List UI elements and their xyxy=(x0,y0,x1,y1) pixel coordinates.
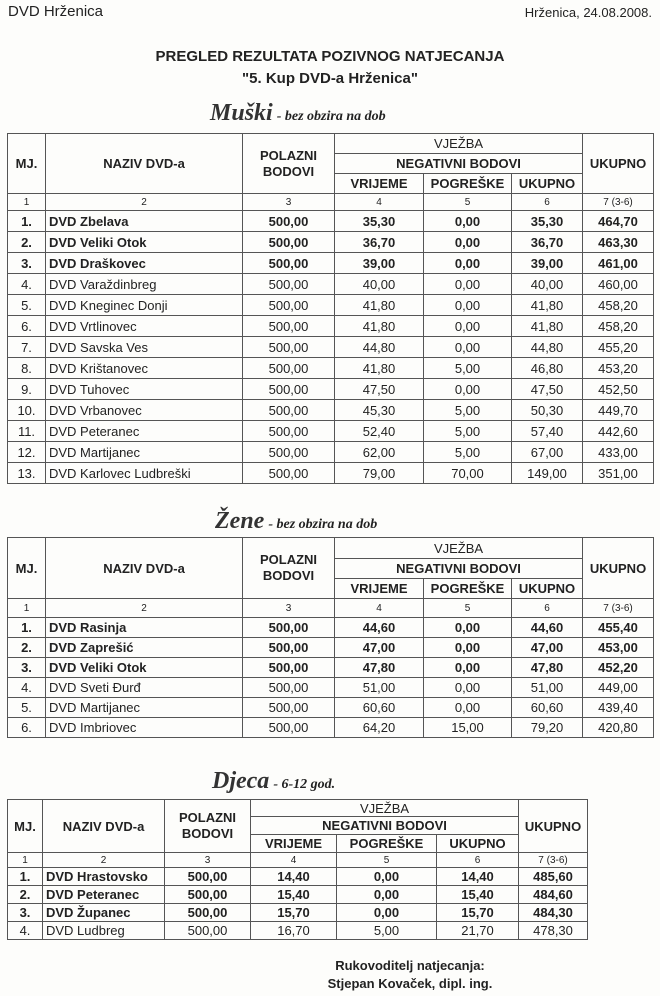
cell-ukupno-neg: 60,60 xyxy=(512,698,583,718)
col-header-vjezba: VJEŽBA xyxy=(335,134,583,154)
cell-naziv: DVD Tuhovec xyxy=(46,379,243,400)
col-header-mj: MJ. xyxy=(8,800,43,853)
cell-vrijeme: 52,40 xyxy=(335,421,424,442)
cell-pogreske: 5,00 xyxy=(424,400,512,421)
cell-ukupno-neg: 67,00 xyxy=(512,442,583,463)
table-row xyxy=(8,658,654,678)
cell-ukupno-neg: 39,00 xyxy=(512,253,583,274)
cell-mj: 2. xyxy=(8,638,46,658)
section-heading-zene xyxy=(215,508,377,535)
column-number: 1 xyxy=(8,194,46,211)
cell-mj: 9. xyxy=(8,379,46,400)
cell-naziv: DVD Ludbreg xyxy=(43,922,165,940)
cell-mj: 1. xyxy=(8,211,46,232)
cell-ukupno-neg: 41,80 xyxy=(512,295,583,316)
section-subtitle: - bez obzira na dob xyxy=(276,109,386,124)
cell-ukupno-neg: 51,00 xyxy=(512,678,583,698)
cell-ukupno: 463,30 xyxy=(583,232,654,253)
cell-ukupno: 485,60 xyxy=(519,868,588,886)
cell-ukupno: 452,20 xyxy=(583,658,654,678)
cell-vrijeme: 40,00 xyxy=(335,274,424,295)
signature-name: Stjepan Kovaček, dipl. ing. xyxy=(327,976,493,991)
col-header-negativni: NEGATIVNI BODOVI xyxy=(335,559,583,579)
column-number: 3 xyxy=(243,599,335,618)
col-header-negativni: NEGATIVNI BODOVI xyxy=(335,154,583,174)
cell-vrijeme: 15,70 xyxy=(251,904,337,922)
col-header-polazni: POLAZNI BODOVI xyxy=(243,538,335,599)
cell-vrijeme: 16,70 xyxy=(251,922,337,940)
cell-naziv: DVD Peteranec xyxy=(46,421,243,442)
cell-ukupno: 449,00 xyxy=(583,678,654,698)
cell-mj: 2. xyxy=(8,886,43,904)
cell-polazni: 500,00 xyxy=(165,886,251,904)
cell-pogreske: 15,00 xyxy=(424,718,512,738)
column-number-row xyxy=(8,599,654,618)
cell-vrijeme: 41,80 xyxy=(335,358,424,379)
cell-pogreske: 5,00 xyxy=(424,358,512,379)
cell-mj: 1. xyxy=(8,868,43,886)
cell-polazni: 500,00 xyxy=(243,274,335,295)
cell-ukupno: 452,50 xyxy=(583,379,654,400)
cell-naziv: DVD Imbriovec xyxy=(46,718,243,738)
cell-ukupno: 455,40 xyxy=(583,618,654,638)
cell-naziv: DVD Vrbanovec xyxy=(46,400,243,421)
cell-pogreske: 0,00 xyxy=(337,868,437,886)
column-number: 7 (3-6) xyxy=(583,599,654,618)
cell-naziv: DVD Varaždinbreg xyxy=(46,274,243,295)
cell-mj: 3. xyxy=(8,253,46,274)
cell-ukupno-neg: 44,80 xyxy=(512,337,583,358)
cell-vrijeme: 35,30 xyxy=(335,211,424,232)
section-subtitle: - bez obzira na dob xyxy=(268,517,378,532)
cell-pogreske: 0,00 xyxy=(424,678,512,698)
cell-pogreske: 0,00 xyxy=(424,337,512,358)
cell-ukupno: 458,20 xyxy=(583,295,654,316)
column-number: 7 (3-6) xyxy=(519,853,588,868)
table-row xyxy=(8,698,654,718)
cell-ukupno-neg: 50,30 xyxy=(512,400,583,421)
cell-naziv: DVD Hrastovsko xyxy=(43,868,165,886)
col-header-pogreske: POGREŠKE xyxy=(424,174,512,194)
cell-mj: 13. xyxy=(8,463,46,484)
cell-pogreske: 0,00 xyxy=(337,904,437,922)
cell-pogreske: 0,00 xyxy=(337,886,437,904)
column-number: 7 (3-6) xyxy=(583,194,654,211)
header-row xyxy=(8,538,654,559)
results-table-djeca xyxy=(7,799,588,940)
cell-polazni: 500,00 xyxy=(165,922,251,940)
cell-vrijeme: 44,60 xyxy=(335,618,424,638)
col-header-ukupno: UKUPNO xyxy=(583,538,654,599)
cell-ukupno: 464,70 xyxy=(583,211,654,232)
document-title: PREGLED REZULTATA POZIVNOG NATJECANJA xyxy=(155,48,505,65)
col-header-vjezba: VJEŽBA xyxy=(335,538,583,559)
cell-polazni: 500,00 xyxy=(243,379,335,400)
table-row xyxy=(8,337,654,358)
cell-polazni: 500,00 xyxy=(243,232,335,253)
col-header-polazni: POLAZNI BODOVI xyxy=(243,134,335,194)
cell-naziv: DVD Županec xyxy=(43,904,165,922)
table-row xyxy=(8,886,588,904)
cell-mj: 3. xyxy=(8,904,43,922)
column-number: 4 xyxy=(335,599,424,618)
col-header-mj: MJ. xyxy=(8,538,46,599)
cell-polazni: 500,00 xyxy=(243,618,335,638)
table-row xyxy=(8,638,654,658)
col-header-ukupno: UKUPNO xyxy=(583,134,654,194)
cell-naziv: DVD Savska Ves xyxy=(46,337,243,358)
column-number: 1 xyxy=(8,599,46,618)
cell-ukupno-neg: 15,40 xyxy=(437,886,519,904)
cell-naziv: DVD Veliki Otok xyxy=(46,232,243,253)
section-title: Djeca xyxy=(212,768,270,794)
cell-pogreske: 0,00 xyxy=(424,295,512,316)
table-row xyxy=(8,442,654,463)
cell-mj: 3. xyxy=(8,658,46,678)
column-number: 5 xyxy=(424,194,512,211)
cell-vrijeme: 36,70 xyxy=(335,232,424,253)
col-header-negativni: NEGATIVNI BODOVI xyxy=(251,817,519,835)
cell-ukupno: 455,20 xyxy=(583,337,654,358)
cell-ukupno-neg: 35,30 xyxy=(512,211,583,232)
cell-naziv: DVD Zaprešić xyxy=(46,638,243,658)
column-number: 5 xyxy=(424,599,512,618)
cell-ukupno-neg: 40,00 xyxy=(512,274,583,295)
cell-mj: 6. xyxy=(8,316,46,337)
signature-role: Rukovoditelj natjecanja: xyxy=(335,958,485,973)
cell-pogreske: 5,00 xyxy=(424,421,512,442)
cell-polazni: 500,00 xyxy=(165,904,251,922)
column-number: 3 xyxy=(243,194,335,211)
cell-mj: 5. xyxy=(8,295,46,316)
table-row xyxy=(8,618,654,638)
column-number: 6 xyxy=(437,853,519,868)
place-date: Hrženica, 24.08.2008. xyxy=(524,5,652,20)
cell-pogreske: 70,00 xyxy=(424,463,512,484)
header-row xyxy=(8,134,654,154)
cell-pogreske: 0,00 xyxy=(424,253,512,274)
cell-naziv: DVD Veliki Otok xyxy=(46,658,243,678)
col-header-pogreske: POGREŠKE xyxy=(337,835,437,853)
col-header-pogreske: POGREŠKE xyxy=(424,579,512,599)
cell-mj: 4. xyxy=(8,274,46,295)
table-row xyxy=(8,274,654,295)
cell-ukupno-neg: 47,50 xyxy=(512,379,583,400)
table-row xyxy=(8,253,654,274)
col-header-naziv: NAZIV DVD-a xyxy=(46,134,243,194)
cell-vrijeme: 47,00 xyxy=(335,638,424,658)
cell-vrijeme: 15,40 xyxy=(251,886,337,904)
cell-pogreske: 5,00 xyxy=(337,922,437,940)
col-header-polazni: POLAZNI BODOVI xyxy=(165,800,251,853)
header-row xyxy=(8,800,588,817)
table-row xyxy=(8,868,588,886)
table-row xyxy=(8,211,654,232)
cell-naziv: DVD Kneginec Donji xyxy=(46,295,243,316)
cell-pogreske: 0,00 xyxy=(424,379,512,400)
cell-ukupno-neg: 14,40 xyxy=(437,868,519,886)
cell-pogreske: 0,00 xyxy=(424,638,512,658)
col-header-ukupno-neg: UKUPNO xyxy=(512,579,583,599)
cell-ukupno: 484,60 xyxy=(519,886,588,904)
cell-polazni: 500,00 xyxy=(243,718,335,738)
cell-ukupno: 449,70 xyxy=(583,400,654,421)
cell-mj: 2. xyxy=(8,232,46,253)
cell-ukupno-neg: 47,00 xyxy=(512,638,583,658)
col-header-naziv: NAZIV DVD-a xyxy=(43,800,165,853)
cell-ukupno-neg: 47,80 xyxy=(512,658,583,678)
col-header-ukupno-neg: UKUPNO xyxy=(512,174,583,194)
col-header-vrijeme: VRIJEME xyxy=(251,835,337,853)
cell-naziv: DVD Martijanec xyxy=(46,698,243,718)
cell-polazni: 500,00 xyxy=(243,698,335,718)
table-row xyxy=(8,232,654,253)
column-number-row xyxy=(8,194,654,211)
table-row xyxy=(8,922,588,940)
cell-ukupno-neg: 41,80 xyxy=(512,316,583,337)
cell-pogreske: 0,00 xyxy=(424,698,512,718)
cell-pogreske: 0,00 xyxy=(424,211,512,232)
table-row xyxy=(8,295,654,316)
cell-polazni: 500,00 xyxy=(243,253,335,274)
cell-pogreske: 0,00 xyxy=(424,316,512,337)
cell-pogreske: 0,00 xyxy=(424,618,512,638)
table-row xyxy=(8,421,654,442)
cell-ukupno: 458,20 xyxy=(583,316,654,337)
cell-ukupno-neg: 57,40 xyxy=(512,421,583,442)
cell-ukupno: 478,30 xyxy=(519,922,588,940)
cell-ukupno-neg: 46,80 xyxy=(512,358,583,379)
cell-vrijeme: 39,00 xyxy=(335,253,424,274)
cell-vrijeme: 47,50 xyxy=(335,379,424,400)
cell-vrijeme: 62,00 xyxy=(335,442,424,463)
section-subtitle: - 6-12 god. xyxy=(273,777,336,792)
cell-mj: 6. xyxy=(8,718,46,738)
cell-polazni: 500,00 xyxy=(243,400,335,421)
cell-polazni: 500,00 xyxy=(243,421,335,442)
cell-pogreske: 0,00 xyxy=(424,232,512,253)
cell-ukupno: 453,00 xyxy=(583,638,654,658)
column-number: 2 xyxy=(46,194,243,211)
cell-vrijeme: 41,80 xyxy=(335,316,424,337)
cell-ukupno-neg: 79,20 xyxy=(512,718,583,738)
column-number: 6 xyxy=(512,194,583,211)
cell-polazni: 500,00 xyxy=(243,638,335,658)
document-subtitle: "5. Kup DVD-a Hrženica" xyxy=(242,70,418,87)
section-title: Muški xyxy=(210,100,273,126)
cell-polazni: 500,00 xyxy=(165,868,251,886)
col-header-naziv: NAZIV DVD-a xyxy=(46,538,243,599)
cell-ukupno: 420,80 xyxy=(583,718,654,738)
cell-polazni: 500,00 xyxy=(243,442,335,463)
cell-ukupno: 351,00 xyxy=(583,463,654,484)
cell-naziv: DVD Karlovec Ludbreški xyxy=(46,463,243,484)
table-row xyxy=(8,904,588,922)
results-table-zene xyxy=(7,537,654,738)
cell-polazni: 500,00 xyxy=(243,211,335,232)
cell-naziv: DVD Vrtlinovec xyxy=(46,316,243,337)
col-header-vjezba: VJEŽBA xyxy=(251,800,519,817)
cell-ukupno: 484,30 xyxy=(519,904,588,922)
cell-polazni: 500,00 xyxy=(243,295,335,316)
column-number: 4 xyxy=(251,853,337,868)
cell-pogreske: 0,00 xyxy=(424,274,512,295)
section-title: Žene xyxy=(215,508,265,534)
cell-mj: 5. xyxy=(8,698,46,718)
cell-mj: 11. xyxy=(8,421,46,442)
cell-ukupno: 460,00 xyxy=(583,274,654,295)
cell-vrijeme: 64,20 xyxy=(335,718,424,738)
cell-vrijeme: 47,80 xyxy=(335,658,424,678)
cell-mj: 10. xyxy=(8,400,46,421)
column-number: 1 xyxy=(8,853,43,868)
col-header-vrijeme: VRIJEME xyxy=(335,174,424,194)
cell-mj: 8. xyxy=(8,358,46,379)
cell-vrijeme: 44,80 xyxy=(335,337,424,358)
cell-ukupno-neg: 21,70 xyxy=(437,922,519,940)
table-row xyxy=(8,379,654,400)
col-header-mj: MJ. xyxy=(8,134,46,194)
cell-mj: 4. xyxy=(8,922,43,940)
cell-pogreske: 5,00 xyxy=(424,442,512,463)
cell-naziv: DVD Peteranec xyxy=(43,886,165,904)
cell-polazni: 500,00 xyxy=(243,658,335,678)
column-number: 5 xyxy=(337,853,437,868)
cell-mj: 12. xyxy=(8,442,46,463)
cell-ukupno: 433,00 xyxy=(583,442,654,463)
organization-name: DVD Hrženica xyxy=(8,3,104,20)
col-header-vrijeme: VRIJEME xyxy=(335,579,424,599)
cell-ukupno-neg: 44,60 xyxy=(512,618,583,638)
cell-polazni: 500,00 xyxy=(243,316,335,337)
cell-polazni: 500,00 xyxy=(243,358,335,379)
cell-mj: 4. xyxy=(8,678,46,698)
column-number: 3 xyxy=(165,853,251,868)
cell-ukupno-neg: 36,70 xyxy=(512,232,583,253)
cell-ukupno: 442,60 xyxy=(583,421,654,442)
cell-naziv: DVD Sveti Đurđ xyxy=(46,678,243,698)
column-number: 4 xyxy=(335,194,424,211)
cell-naziv: DVD Martijanec xyxy=(46,442,243,463)
cell-vrijeme: 14,40 xyxy=(251,868,337,886)
section-heading-djeca xyxy=(212,768,335,795)
cell-vrijeme: 79,00 xyxy=(335,463,424,484)
cell-polazni: 500,00 xyxy=(243,337,335,358)
cell-ukupno: 453,20 xyxy=(583,358,654,379)
cell-polazni: 500,00 xyxy=(243,463,335,484)
cell-ukupno: 461,00 xyxy=(583,253,654,274)
section-heading-muski xyxy=(210,100,386,127)
table-row xyxy=(8,678,654,698)
cell-mj: 1. xyxy=(8,618,46,638)
table-row xyxy=(8,400,654,421)
cell-vrijeme: 51,00 xyxy=(335,678,424,698)
col-header-ukupno-neg: UKUPNO xyxy=(437,835,519,853)
table-row xyxy=(8,718,654,738)
cell-naziv: DVD Krištanovec xyxy=(46,358,243,379)
cell-mj: 7. xyxy=(8,337,46,358)
table-row xyxy=(8,316,654,337)
cell-pogreske: 0,00 xyxy=(424,658,512,678)
column-number: 2 xyxy=(46,599,243,618)
results-table-muski xyxy=(7,133,654,484)
column-number: 6 xyxy=(512,599,583,618)
cell-polazni: 500,00 xyxy=(243,678,335,698)
cell-vrijeme: 41,80 xyxy=(335,295,424,316)
table-row xyxy=(8,358,654,379)
column-number: 2 xyxy=(43,853,165,868)
cell-vrijeme: 60,60 xyxy=(335,698,424,718)
cell-ukupno: 439,40 xyxy=(583,698,654,718)
cell-ukupno-neg: 149,00 xyxy=(512,463,583,484)
cell-naziv: DVD Zbelava xyxy=(46,211,243,232)
cell-ukupno-neg: 15,70 xyxy=(437,904,519,922)
cell-naziv: DVD Draškovec xyxy=(46,253,243,274)
cell-naziv: DVD Rasinja xyxy=(46,618,243,638)
column-number-row xyxy=(8,853,588,868)
table-row xyxy=(8,463,654,484)
col-header-ukupno: UKUPNO xyxy=(519,800,588,853)
cell-vrijeme: 45,30 xyxy=(335,400,424,421)
